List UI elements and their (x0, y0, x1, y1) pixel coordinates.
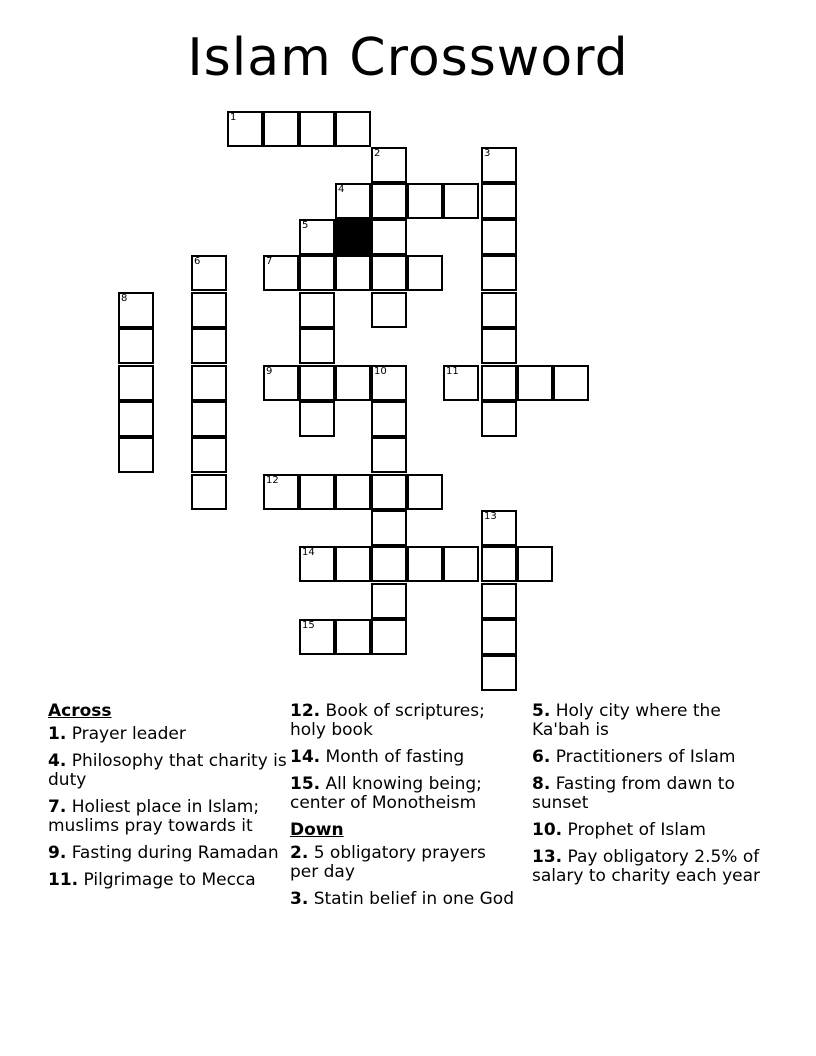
clue-number-label: 15 (302, 620, 315, 631)
clue-text: Prayer leader (66, 724, 186, 744)
grid-cell[interactable] (335, 474, 371, 510)
across-clues-list (48, 725, 288, 890)
grid-cell[interactable] (118, 365, 154, 401)
grid-cell[interactable] (481, 219, 517, 255)
clue (290, 775, 515, 813)
clue-number-label: 13 (484, 511, 497, 522)
clue-number: 10. (532, 820, 563, 840)
clue-number: 5. (532, 701, 551, 721)
clue-number-label: 2 (374, 148, 381, 159)
grid-cell[interactable] (481, 546, 517, 582)
grid-cell[interactable] (371, 147, 407, 183)
clues-column-2 (290, 702, 515, 917)
clue-number-label: 11 (446, 366, 459, 377)
grid-cell[interactable] (443, 183, 479, 219)
grid-cell[interactable] (481, 328, 517, 364)
clue-number: 15. (290, 774, 321, 794)
grid-cell[interactable] (227, 111, 263, 147)
clue-number-label: 6 (194, 256, 201, 267)
grid-cell[interactable] (481, 619, 517, 655)
clue-text: Pilgrimage to Mecca (78, 870, 256, 890)
clue (532, 702, 772, 740)
grid-cell[interactable] (371, 474, 407, 510)
grid-cell[interactable] (335, 255, 371, 291)
grid-cell[interactable] (481, 401, 517, 437)
clue-text: Holy city where the Ka'bah is (532, 701, 721, 740)
clue-number-label: 14 (302, 547, 315, 558)
grid-cell[interactable] (481, 510, 517, 546)
clue (290, 844, 515, 882)
grid-cell[interactable] (299, 328, 335, 364)
grid-cell[interactable] (263, 365, 299, 401)
clue-number-label: 10 (374, 366, 387, 377)
clue-number: 4. (48, 751, 67, 771)
clue (532, 848, 772, 886)
grid-cell[interactable] (443, 365, 479, 401)
clue-number-label: 3 (484, 148, 491, 159)
grid-cell[interactable] (191, 365, 227, 401)
grid-cell[interactable] (371, 583, 407, 619)
grid-cell[interactable] (481, 655, 517, 691)
clue-number: 1. (48, 724, 67, 744)
grid-cell[interactable] (263, 255, 299, 291)
clues-column-1 (48, 702, 288, 898)
grid-cell[interactable] (371, 437, 407, 473)
clue-number-label: 12 (266, 475, 279, 486)
blocked-cell (335, 219, 371, 255)
clue (48, 752, 288, 790)
clue (48, 798, 288, 836)
clue (48, 844, 288, 863)
clue (532, 821, 772, 840)
grid-cell[interactable] (118, 401, 154, 437)
grid-cell[interactable] (191, 328, 227, 364)
clue (48, 871, 288, 890)
grid-cell[interactable] (481, 292, 517, 328)
clue-number: 12. (290, 701, 321, 721)
clue-number-label: 8 (121, 293, 128, 304)
grid-cell[interactable] (371, 546, 407, 582)
grid-cell[interactable] (118, 292, 154, 328)
clue (532, 748, 772, 767)
grid-cell[interactable] (481, 183, 517, 219)
clue (290, 702, 515, 740)
grid-cell[interactable] (371, 183, 407, 219)
clue-number: 6. (532, 747, 551, 767)
grid-cell[interactable] (335, 183, 371, 219)
clue-number: 9. (48, 843, 67, 863)
grid-cell[interactable] (407, 255, 443, 291)
clue (290, 748, 515, 767)
grid-cell[interactable] (481, 255, 517, 291)
clue-text: Book of scriptures; holy book (290, 701, 485, 740)
grid-cell[interactable] (299, 619, 335, 655)
grid-cell[interactable] (517, 365, 553, 401)
grid-cell[interactable] (118, 437, 154, 473)
clue (290, 890, 515, 909)
clue-number: 13. (532, 847, 563, 867)
grid-cell[interactable] (335, 619, 371, 655)
clue-number-label: 4 (338, 184, 345, 195)
clues-column-3 (532, 702, 772, 894)
grid-cell[interactable] (191, 401, 227, 437)
grid-cell[interactable] (553, 365, 589, 401)
grid-cell[interactable] (481, 365, 517, 401)
grid-cell[interactable] (517, 546, 553, 582)
clue-number: 7. (48, 797, 67, 817)
grid-cell[interactable] (299, 292, 335, 328)
grid-cell[interactable] (191, 292, 227, 328)
grid-cell[interactable] (335, 365, 371, 401)
page-title: Islam Crossword (187, 28, 629, 88)
grid-cell[interactable] (407, 474, 443, 510)
grid-cell[interactable] (371, 619, 407, 655)
clue-text: All knowing being; center of Monotheism (290, 774, 482, 813)
grid-cell[interactable] (299, 219, 335, 255)
grid-cell[interactable] (443, 546, 479, 582)
clue-number-label: 5 (302, 220, 309, 231)
grid-cell[interactable] (299, 365, 335, 401)
grid-cell[interactable] (263, 474, 299, 510)
clue-number-label: 1 (230, 112, 237, 123)
clue-number: 2. (290, 843, 309, 863)
clue-number-label: 7 (266, 256, 273, 267)
grid-cell[interactable] (299, 255, 335, 291)
clue-text: Month of fasting (320, 747, 465, 767)
clue-text: Philosophy that charity is duty (48, 751, 287, 790)
grid-cell[interactable] (299, 474, 335, 510)
clue-text: Fasting during Ramadan (66, 843, 279, 863)
grid-cell[interactable] (371, 365, 407, 401)
across-heading: Across (48, 701, 112, 721)
clue-text: Pay obligatory 2.5% of salary to charity each year (532, 847, 761, 886)
grid-cell[interactable] (371, 510, 407, 546)
clue-text: 5 obligatory prayers per day (290, 843, 486, 882)
grid-cell[interactable] (299, 111, 335, 147)
clue (532, 775, 772, 813)
clue-number-label: 9 (266, 366, 273, 377)
grid-cell[interactable] (481, 147, 517, 183)
clue (48, 725, 288, 744)
clue-text: Fasting from dawn to sunset (532, 774, 735, 813)
clue-number: 11. (48, 870, 79, 890)
down-heading: Down (290, 820, 344, 840)
clue-number: 3. (290, 889, 309, 909)
grid-cell[interactable] (335, 546, 371, 582)
grid-cell[interactable] (191, 255, 227, 291)
grid-cell[interactable] (335, 111, 371, 147)
clue-text: Holiest place in Islam; muslims pray towards it (48, 797, 260, 836)
grid-cell[interactable] (371, 292, 407, 328)
grid-cell[interactable] (407, 546, 443, 582)
grid-cell[interactable] (481, 583, 517, 619)
grid-cell[interactable] (371, 219, 407, 255)
grid-cell[interactable] (371, 255, 407, 291)
grid-cell[interactable] (299, 401, 335, 437)
clue-text: Prophet of Islam (562, 820, 706, 840)
clue-number: 8. (532, 774, 551, 794)
grid-cell[interactable] (191, 474, 227, 510)
clue-text: Statin belief in one God (308, 889, 514, 909)
grid-cell[interactable] (118, 328, 154, 364)
grid-cell[interactable] (407, 183, 443, 219)
grid-cell[interactable] (299, 546, 335, 582)
grid-cell[interactable] (191, 437, 227, 473)
grid-cell[interactable] (371, 401, 407, 437)
clue-number: 14. (290, 747, 321, 767)
grid-cell[interactable] (263, 111, 299, 147)
clue-text: Practitioners of Islam (550, 747, 736, 767)
